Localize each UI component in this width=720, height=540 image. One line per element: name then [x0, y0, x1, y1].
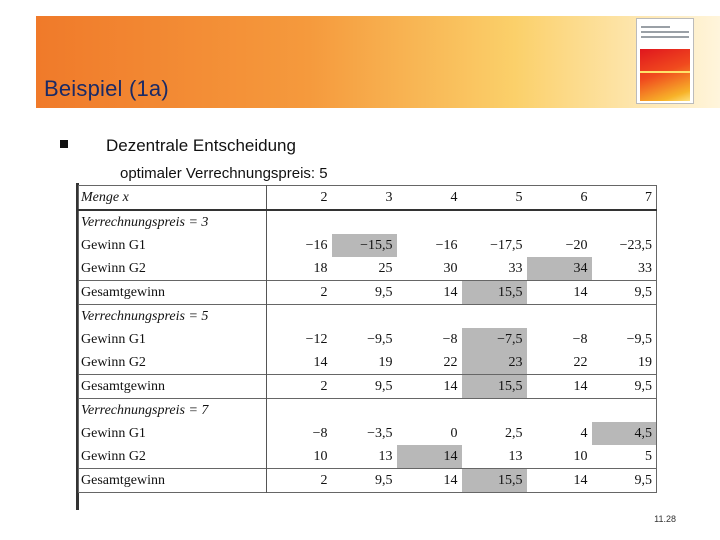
empty-cell — [397, 399, 462, 423]
value-cell: 22 — [443, 355, 458, 370]
empty-cell — [397, 305, 462, 329]
value-cell: 13 — [508, 449, 523, 464]
value-cell: 33 — [508, 261, 523, 276]
value-cell: 34 — [527, 257, 592, 281]
value-cell: −3,5 — [367, 426, 393, 441]
value-cell: 2 — [267, 281, 332, 305]
empty-cell — [527, 210, 592, 234]
row-label: Gewinn G2 — [81, 449, 146, 464]
value-cell: −8 — [572, 332, 588, 347]
table-row — [79, 469, 657, 493]
empty-cell — [592, 210, 657, 234]
value-cell: 19 — [638, 355, 652, 370]
value-cell: 15,5 — [462, 375, 527, 399]
value-cell: 13 — [378, 449, 393, 464]
value-cell: 33 — [638, 261, 652, 276]
page-number: 11.28 — [654, 514, 676, 524]
row-label: Gesamtgewinn — [79, 375, 267, 399]
section-caption-row — [79, 399, 657, 423]
empty-cell — [527, 399, 592, 423]
empty-cell — [267, 305, 332, 329]
value-cell: 18 — [267, 257, 332, 281]
value-cell: 10 — [573, 449, 588, 464]
table-header-row — [79, 186, 657, 211]
value-cell: 14 — [267, 351, 332, 375]
book-cover-text-lines — [641, 23, 689, 47]
table-row — [79, 445, 657, 469]
value-cell: 9,5 — [332, 281, 397, 305]
value-cell: 23 — [462, 351, 527, 375]
empty-cell — [527, 305, 592, 329]
value-cell: −9,5 — [367, 332, 393, 347]
header-quantity-cell: 4 — [397, 186, 462, 211]
empty-cell — [592, 305, 657, 329]
value-cell: 14 — [527, 281, 592, 305]
value-cell: −20 — [565, 238, 588, 253]
value-cell: 14 — [527, 469, 592, 493]
value-cell: 9,5 — [592, 469, 657, 493]
empty-cell — [462, 305, 527, 329]
value-cell: 4,5 — [592, 422, 657, 445]
value-cell: 9,5 — [332, 469, 397, 493]
table-row — [79, 375, 657, 399]
value-cell: 14 — [527, 375, 592, 399]
empty-cell — [332, 210, 397, 234]
empty-cell — [462, 210, 527, 234]
value-cell: −17,5 — [490, 238, 523, 253]
empty-cell — [332, 399, 397, 423]
table-row — [79, 234, 657, 257]
value-cell: −15,5 — [332, 234, 397, 257]
profit-table — [78, 185, 657, 493]
value-cell: 14 — [397, 281, 462, 305]
empty-cell — [332, 305, 397, 329]
empty-cell — [397, 210, 462, 234]
value-cell: 14 — [397, 445, 462, 469]
row-label: Gewinn G1 — [81, 426, 146, 441]
row-label: Gewinn G1 — [81, 332, 146, 347]
value-cell: −12 — [267, 328, 332, 351]
value-cell: 5 — [645, 449, 652, 464]
title-banner — [36, 16, 720, 108]
table-row — [79, 351, 657, 375]
value-cell: −7,5 — [462, 328, 527, 351]
header-quantity-cell: 7 — [592, 186, 657, 211]
book-cover-thumbnail — [636, 18, 694, 104]
bullet-text: Dezentrale Entscheidung — [106, 136, 296, 155]
value-cell: 14 — [397, 469, 462, 493]
table-row — [79, 328, 657, 351]
header-label-cell: Menge x — [79, 186, 267, 211]
value-cell: −16 — [435, 238, 458, 253]
value-cell: 0 — [450, 426, 458, 441]
value-cell: −16 — [267, 234, 332, 257]
value-cell: −9,5 — [626, 332, 652, 347]
row-label: Gesamtgewinn — [79, 469, 267, 493]
value-cell: 9,5 — [592, 281, 657, 305]
value-cell: 30 — [443, 261, 458, 276]
value-cell: −23,5 — [619, 238, 652, 253]
empty-cell — [592, 399, 657, 423]
empty-cell — [267, 399, 332, 423]
empty-cell — [462, 399, 527, 423]
row-label: Gewinn G2 — [81, 261, 146, 276]
book-cover-image — [640, 49, 690, 101]
empty-cell — [267, 210, 332, 234]
section-caption: Verrechnungspreis = 5 — [79, 305, 267, 329]
value-cell: 4 — [580, 426, 588, 441]
value-cell: 19 — [378, 355, 393, 370]
header-quantity-cell: 3 — [332, 186, 397, 211]
row-label: Gewinn G1 — [81, 238, 146, 253]
value-cell: 25 — [378, 261, 393, 276]
slide-title: Beispiel (1a) — [44, 76, 169, 101]
profit-table-container — [78, 185, 656, 493]
value-cell: 2 — [267, 375, 332, 399]
section-caption-row — [79, 210, 657, 234]
value-cell: 9,5 — [592, 375, 657, 399]
value-cell: 10 — [267, 445, 332, 469]
value-cell: 2 — [267, 469, 332, 493]
value-cell: 15,5 — [462, 281, 527, 305]
header-quantity-cell: 6 — [527, 186, 592, 211]
value-cell: 22 — [573, 355, 588, 370]
section-caption: Verrechnungspreis = 3 — [81, 215, 209, 230]
table-row — [79, 281, 657, 305]
section-caption-row — [79, 305, 657, 329]
row-label: Gewinn G2 — [81, 355, 146, 370]
header-quantity-cell: 5 — [462, 186, 527, 211]
value-cell: 14 — [397, 375, 462, 399]
header-quantity-cell: 2 — [267, 186, 332, 211]
row-label: Gesamtgewinn — [79, 281, 267, 305]
value-cell: 9,5 — [332, 375, 397, 399]
value-cell: 15,5 — [462, 469, 527, 493]
value-cell: 2,5 — [505, 426, 523, 441]
section-caption: Verrechnungspreis = 7 — [79, 399, 267, 423]
value-cell: −8 — [267, 422, 332, 445]
square-bullet-icon — [60, 140, 68, 148]
table-row — [79, 257, 657, 281]
value-cell: −8 — [442, 332, 458, 347]
table-subtitle: optimaler Verrechnungspreis: 5 — [120, 165, 328, 182]
table-row — [79, 422, 657, 445]
